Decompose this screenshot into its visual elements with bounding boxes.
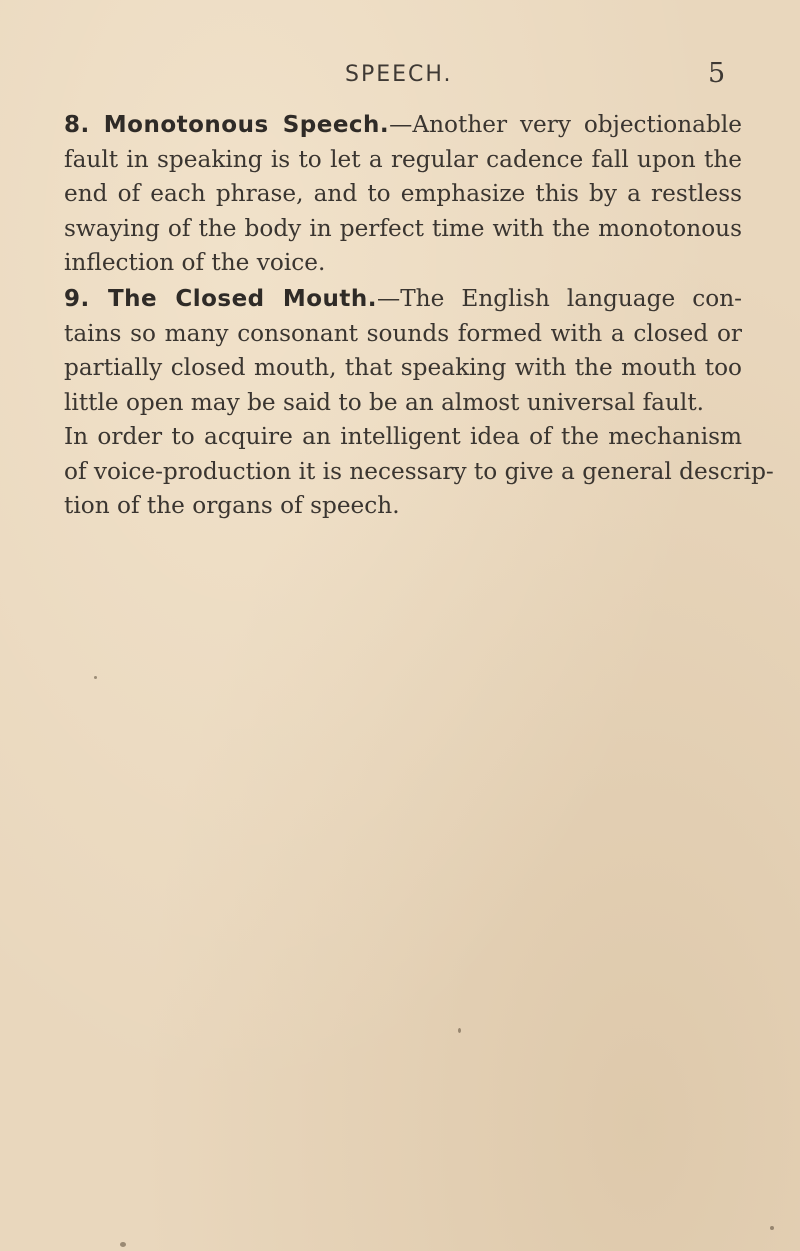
paper-speck xyxy=(770,1226,774,1230)
em-dash: — xyxy=(389,111,413,138)
paragraph-line: little open may be said to be an almost universal fault. xyxy=(64,388,705,416)
paper-speck xyxy=(94,676,97,679)
line-text: Another very objectionable xyxy=(412,111,742,138)
paragraph-line: swaying of the body in perfect time with the monotonous xyxy=(64,214,742,242)
section-heading: 8. Monotonous Speech. xyxy=(64,112,390,138)
paragraph-line: of voice-production it is necessary to give a general descrip- xyxy=(64,457,774,485)
line-text: The English language con- xyxy=(400,285,742,312)
paragraph-line: inflection of the voice. xyxy=(64,249,326,276)
paragraph-line xyxy=(64,108,742,143)
paper-speck xyxy=(458,1028,461,1033)
em-dash: — xyxy=(377,285,401,312)
closing-paragraph xyxy=(64,420,774,524)
paragraph-line xyxy=(64,420,742,455)
paragraph-line xyxy=(64,282,742,317)
line-text: In order to acquire an intelligent idea of the mechanism xyxy=(64,423,742,450)
section-8-paragraph xyxy=(64,108,742,281)
page-number: 5 xyxy=(708,58,726,89)
section-9-paragraph xyxy=(64,282,742,420)
paragraph-line: tains so many consonant sounds formed with a closed or xyxy=(64,319,742,347)
running-title: SPEECH. xyxy=(345,62,453,87)
paragraph-line: tion of the organs of speech. xyxy=(64,492,400,519)
paragraph-line: fault in speaking is to let a regular cadence fall upon the xyxy=(64,145,742,173)
section-heading: 9. The Closed Mouth. xyxy=(64,286,378,312)
paragraph-line: end of each phrase, and to emphasize this by a restless xyxy=(64,180,742,207)
paper-speck xyxy=(120,1242,126,1247)
paragraph-line: partially closed mouth, that speaking with the mouth too xyxy=(64,354,742,381)
